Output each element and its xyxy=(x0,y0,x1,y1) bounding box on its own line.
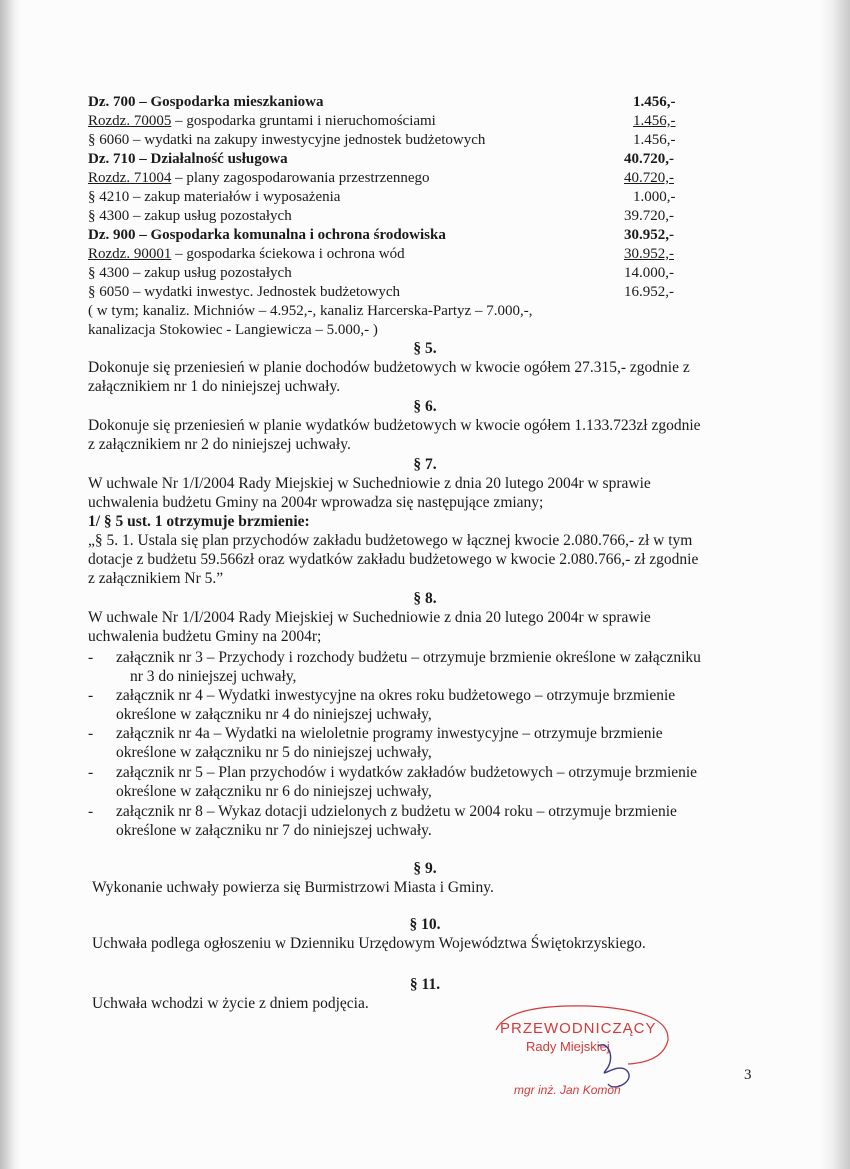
section-10-line: Uchwała podlega ogłoszeniu w Dzienniku Urzędowym Województwa Świętokrzyskiego. xyxy=(92,935,646,952)
official-stamp xyxy=(488,1000,678,1108)
budget-row-rozdz90001: Rozdz. 90001 – gospodarka ściekowa i ochrona wód xyxy=(88,246,405,262)
budget-amount-6050: 16.952,- xyxy=(624,284,674,300)
section-6-heading: § 6. xyxy=(413,398,437,415)
budget-amount-dz700: 1.456,- xyxy=(633,94,676,110)
budget-amount-6060: 1.456,- xyxy=(633,132,676,148)
section-8-heading: § 8. xyxy=(413,590,437,607)
budget-row-4210: § 4210 – zakup materiałów i wyposażenia xyxy=(88,189,341,205)
section-5-line1: Dokonuje się przeniesień w planie dochodów budżetowych w kwocie ogółem 27.315,- zgodnie z xyxy=(88,359,690,376)
budget-amount-rozdz90001: 30.952,- xyxy=(624,246,674,262)
section-6-line1: Dokonuje się przeniesień w planie wydatków budżetowych w kwocie ogółem 1.133.723zł zgodnie xyxy=(88,417,701,434)
list-bullet: - xyxy=(88,649,94,666)
page-number: 3 xyxy=(744,1067,752,1083)
list-item-4-line1: załącznik nr 5 – Plan przychodów i wydatków zakładów budżetowych – otrzymuje brzmienie xyxy=(116,764,698,781)
section-8-line1: W uchwale Nr 1/I/2004 Rady Miejskiej w Suchedniowie z dnia 20 lutego 2004r w sprawie xyxy=(88,609,651,626)
section-9-line: Wykonanie uchwały powierza się Burmistrzowi Miasta i Gminy. xyxy=(92,879,494,896)
list-item-5-line1: załącznik nr 8 – Wykaz dotacji udzielonych z budżetu w 2004 roku – otrzymuje brzmienie xyxy=(116,803,677,820)
budget-row-dz710: Dz. 710 – Działalność usługowa xyxy=(88,151,288,167)
section-5-heading: § 5. xyxy=(413,340,437,357)
budget-amount-4210: 1.000,- xyxy=(633,189,676,205)
budget-amount-dz710: 40.720,- xyxy=(624,151,674,167)
budget-row-4300-b: § 4300 – zakup usług pozostałych xyxy=(88,265,292,281)
budget-row-rozdz71004: Rozdz. 71004 – plany zagospodarowania przestrzennego xyxy=(88,170,430,186)
stamp-signature-name: mgr inż. Jan Komoń xyxy=(514,1083,621,1097)
section-11-heading: § 11. xyxy=(409,976,441,993)
section-7-line4: „§ 5. 1. Ustala się plan przychodów zakładu budżetowego w łącznej kwocie 2.080.766,- zł w tym xyxy=(88,532,693,549)
list-bullet: - xyxy=(88,687,94,704)
stamp-graphic xyxy=(488,1000,678,1108)
budget-amount-4300-b: 14.000,- xyxy=(624,265,674,281)
section-6-line2: z załącznikiem nr 2 do niniejszej uchwały. xyxy=(88,436,351,453)
budget-row-dz900: Dz. 900 – Gospodarka komunalna i ochrona środowiska xyxy=(88,227,446,243)
list-item-4-line2: określone w załączniku nr 6 do niniejszej uchwały, xyxy=(116,783,432,800)
stamp-subtitle: Rady Miejskiej xyxy=(526,1039,610,1054)
list-item-2-line2: określone w załączniku nr 4 do niniejszej uchwały, xyxy=(116,706,432,723)
list-item-3-line2: określone w załączniku nr 5 do niniejszej uchwały, xyxy=(116,744,432,761)
section-7-line6: z załącznikiem Nr 5.” xyxy=(88,570,224,587)
budget-row-dz700: Dz. 700 – Gospodarka mieszkaniowa xyxy=(88,94,324,110)
budget-row-6050: § 6050 – wydatki inwestyc. Jednostek budżetowych xyxy=(88,284,401,300)
section-7-line2: uchwalenia budżetu Gminy na 2004r wprowadza się następujące zmiany; xyxy=(88,494,544,511)
list-bullet: - xyxy=(88,803,94,820)
list-bullet: - xyxy=(88,764,94,781)
budget-row-4300-a: § 4300 – zakup usług pozostałych xyxy=(88,208,292,224)
list-bullet: - xyxy=(88,725,94,742)
budget-row-6060: § 6060 – wydatki na zakupy inwestycyjne jednostek budżetowych xyxy=(88,132,486,148)
budget-note-line2: kanalizacja Stokowiec - Langiewicza – 5.000,- ) xyxy=(88,322,378,338)
budget-row-rozdz70005: Rozdz. 70005 – gospodarka gruntami i nieruchomościami xyxy=(88,113,436,129)
list-item-2-line1: załącznik nr 4 – Wydatki inwestycyjne na okres roku budżetowego – otrzymuje brzmienie xyxy=(116,687,676,704)
budget-amount-rozdz71004: 40.720,- xyxy=(624,170,674,186)
stamp-title: PRZEWODNICZĄCY xyxy=(500,1020,657,1037)
section-7-line1: W uchwale Nr 1/I/2004 Rady Miejskiej w Suchedniowie z dnia 20 lutego 2004r w sprawie xyxy=(88,475,651,492)
budget-amount-4300-a: 39.720,- xyxy=(624,208,674,224)
section-9-heading: § 9. xyxy=(413,860,437,877)
section-11-line: Uchwała wchodzi w życie z dniem podjęcia. xyxy=(92,995,369,1012)
budget-note-line1: ( w tym; kanaliz. Michniów – 4.952,-, kanaliz Harcerska-Partyz – 7.000,-, xyxy=(88,303,533,319)
section-5-line2: załącznikiem nr 1 do niniejszej uchwały. xyxy=(88,378,341,395)
section-7-line3: 1/ § 5 ust. 1 otrzymuje brzmienie: xyxy=(88,513,310,530)
section-7-heading: § 7. xyxy=(413,456,437,473)
section-7-line5: dotacje z budżetu 59.566zł oraz wydatków zakładu budżetowego w kwocie 2.080.766,- zł zgodnie xyxy=(88,551,699,568)
budget-amount-rozdz70005: 1.456,- xyxy=(633,113,676,129)
section-10-heading: § 10. xyxy=(409,916,441,933)
list-item-3-line1: załącznik nr 4a – Wydatki na wieloletnie programy inwestycyjne – otrzymuje brzmienie xyxy=(116,725,663,742)
list-item-5-line2: określone w załączniku nr 7 do niniejszej uchwały. xyxy=(116,822,432,839)
list-item-1-line2: nr 3 do niniejszej uchwały, xyxy=(130,668,297,685)
list-item-1-line1: załącznik nr 3 – Przychody i rozchody budżetu – otrzymuje brzmienie określone w załączniku xyxy=(116,649,701,666)
section-8-line2: uchwalenia budżetu Gminy na 2004r; xyxy=(88,628,322,645)
budget-amount-dz900: 30.952,- xyxy=(624,227,674,243)
